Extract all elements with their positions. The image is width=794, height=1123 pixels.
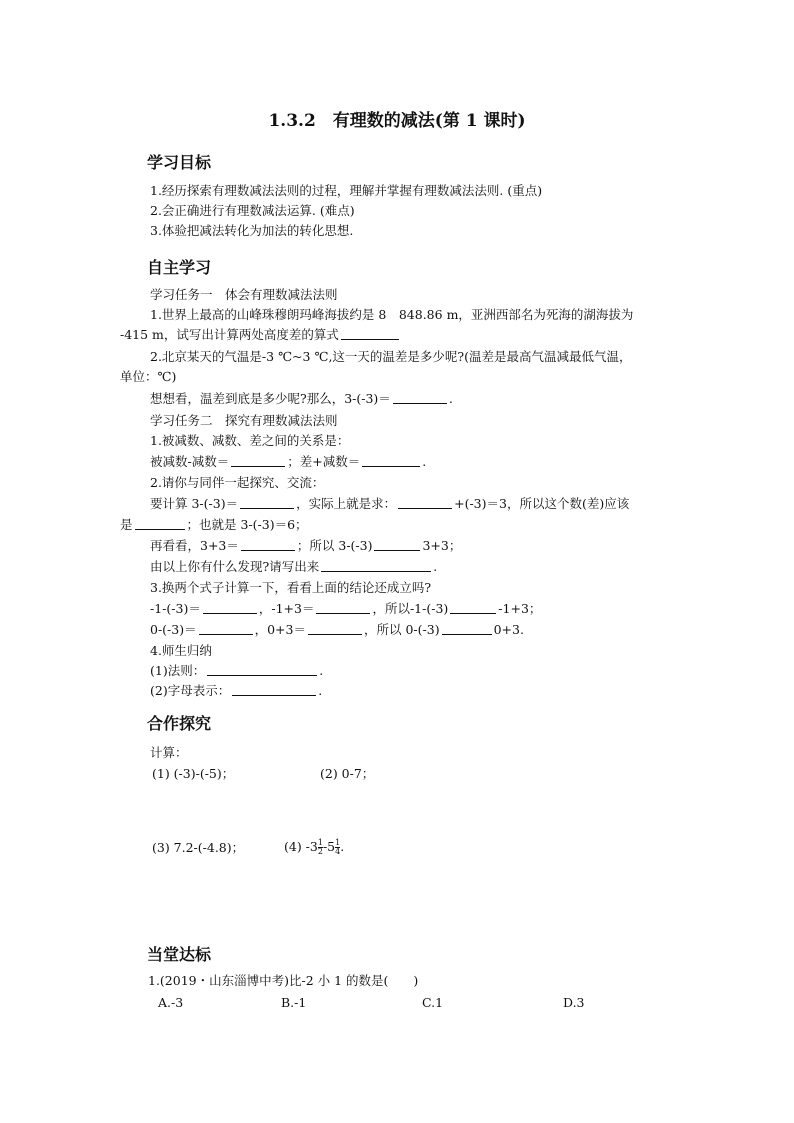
formula-text: -1-(-3)＝: [150, 601, 201, 616]
question-1-text: -415 m，试写出计算两处高度差的算式: [120, 327, 339, 342]
answer-blank[interactable]: [232, 683, 316, 696]
summary-heading: 4.师生归纳: [150, 643, 212, 658]
formula-text: 0-(-3)＝: [150, 622, 197, 637]
answer-blank[interactable]: [442, 622, 492, 635]
formula-text: 要计算 3-(-3)＝: [150, 496, 239, 511]
goal-1: 1.经历探索有理数减法法则的过程，理解并掌握有理数减法法则. (重点): [150, 183, 543, 198]
formula-text: (4) -3: [284, 839, 318, 854]
question-1-line-1: 1.世界上最高的山峰珠穆朗玛峰海拔约是 8 848.86 m，亚洲西部名为死海的湖海拔为: [150, 307, 634, 322]
answer-blank[interactable]: [393, 391, 447, 404]
rule-line: (1)法则： .: [150, 663, 324, 678]
formula-text: 0+3.: [493, 622, 524, 637]
discovery-line: 由以上你有什么发现?请写出来 .: [150, 559, 438, 574]
relation-line: 1.被减数、减数、差之间的关系是：: [150, 433, 350, 448]
formula-text: ，0+3＝: [254, 622, 306, 637]
explore-calc-line: [150, 496, 629, 512]
formula-text: -5: [322, 839, 336, 854]
explore-line: 2.请你与同伴一起探究、交流：: [150, 475, 325, 490]
symbolic-line: (2)字母表示： .: [150, 683, 323, 698]
answer-blank[interactable]: [341, 327, 399, 340]
formula-text: -1+3；: [498, 601, 542, 616]
answer-blank[interactable]: [308, 622, 362, 635]
formula-text: ，实际上就是求：: [296, 496, 397, 511]
fraction-numerator: 1: [317, 838, 323, 847]
relation-formula: 被减数-减数＝ ；差+减数＝ .: [150, 454, 427, 469]
section-heading-goals: 学习目标: [147, 153, 212, 172]
answer-blank[interactable]: [316, 601, 370, 614]
calc-label: 计算：: [150, 745, 188, 760]
problem-4: (4) -3 $\frac{1}{2}$ -5 $\frac{1}{4}$ .: [284, 838, 345, 856]
practice-question-1: 1.(2019・山东淄博中考)比-2 小 1 的数是( ): [148, 973, 419, 988]
formula-text: ，所以 0-(-3): [364, 622, 440, 637]
section-heading-cooperation: 合作探究: [147, 714, 212, 733]
answer-blank[interactable]: [374, 538, 420, 551]
page-title: 1.3.2 有理数的减法(第 1 课时): [268, 111, 526, 131]
answer-blank[interactable]: [398, 496, 452, 509]
question-2-line-2: 单位：℃): [120, 369, 177, 384]
formula-text: (1)法则：: [150, 663, 206, 678]
formula-text: ；所以 3-(-3): [296, 538, 373, 553]
formula-text: 是: [120, 517, 133, 532]
task2-heading: 学习任务二 探究有理数减法法则: [150, 413, 338, 428]
formula-text: ；差+减数＝: [287, 454, 361, 469]
problem-2: (2) 0-7；: [320, 766, 375, 781]
formula-text: +(-3)＝3，所以这个数(差)应该: [454, 496, 630, 511]
answer-blank[interactable]: [135, 517, 185, 530]
answer-blank[interactable]: [203, 601, 257, 614]
formula-text: 再看看，3+3＝: [150, 538, 239, 553]
verify-calc-2: [150, 622, 524, 638]
problem-1: (1) (-3)-(-5)；: [152, 766, 235, 781]
fraction-denominator: 4: [335, 847, 341, 856]
formula-text: 由以上你有什么发现?请写出来: [150, 559, 320, 574]
verify-calc-1: [150, 601, 541, 617]
think-line: 想想看，温差到底是多少呢?那么，3-(-3)＝ .: [150, 391, 453, 406]
formula-text: 被减数-减数＝: [150, 454, 230, 469]
option-a[interactable]: A.-3: [158, 995, 184, 1010]
formula-text: ，所以-1-(-3): [372, 601, 449, 616]
answer-blank[interactable]: [231, 454, 285, 467]
goal-2: 2.会正确进行有理数减法运算. (难点): [150, 203, 355, 218]
section-heading-practice: 当堂达标: [147, 945, 212, 964]
question-2-line-1: 2.北京某天的气温是-3 ℃~3 ℃,这一天的温差是多少呢?(温差是最高气温减最低气温，: [150, 349, 632, 364]
option-c[interactable]: C.1: [422, 995, 444, 1010]
verify-line: 3.换两个式子计算一下，看看上面的结论还成立吗?: [150, 580, 432, 595]
compare-line: [150, 538, 461, 554]
formula-text: (2)字母表示：: [150, 683, 231, 698]
formula-text: ；也就是 3-(-3)＝6；: [186, 517, 308, 532]
answer-blank[interactable]: [240, 496, 294, 509]
answer-blank[interactable]: [362, 454, 420, 467]
option-b[interactable]: B.-1: [281, 995, 307, 1010]
fraction-numerator: 1: [335, 838, 341, 847]
formula-text: ，-1+3＝: [258, 601, 315, 616]
answer-blank[interactable]: [207, 663, 317, 676]
option-d[interactable]: D.3: [563, 995, 585, 1010]
formula-text: 3+3；: [422, 538, 462, 553]
answer-blank[interactable]: [450, 601, 496, 614]
problem-3: (3) 7.2-(-4.8)；: [152, 840, 245, 855]
answer-blank[interactable]: [241, 538, 295, 551]
answer-blank[interactable]: [321, 559, 431, 572]
section-heading-self-study: 自主学习: [147, 258, 212, 277]
answer-blank[interactable]: [199, 622, 253, 635]
think-text: 想想看，温差到底是多少呢?那么，3-(-3)＝: [150, 391, 391, 406]
explore-calc-line-2: [120, 517, 308, 533]
task1-heading: 学习任务一 体会有理数减法法则: [150, 287, 338, 302]
question-1-line-2: [120, 327, 401, 343]
fraction-denominator: 2: [317, 847, 323, 856]
goal-3: 3.体验把减法转化为加法的转化思想.: [150, 223, 354, 238]
